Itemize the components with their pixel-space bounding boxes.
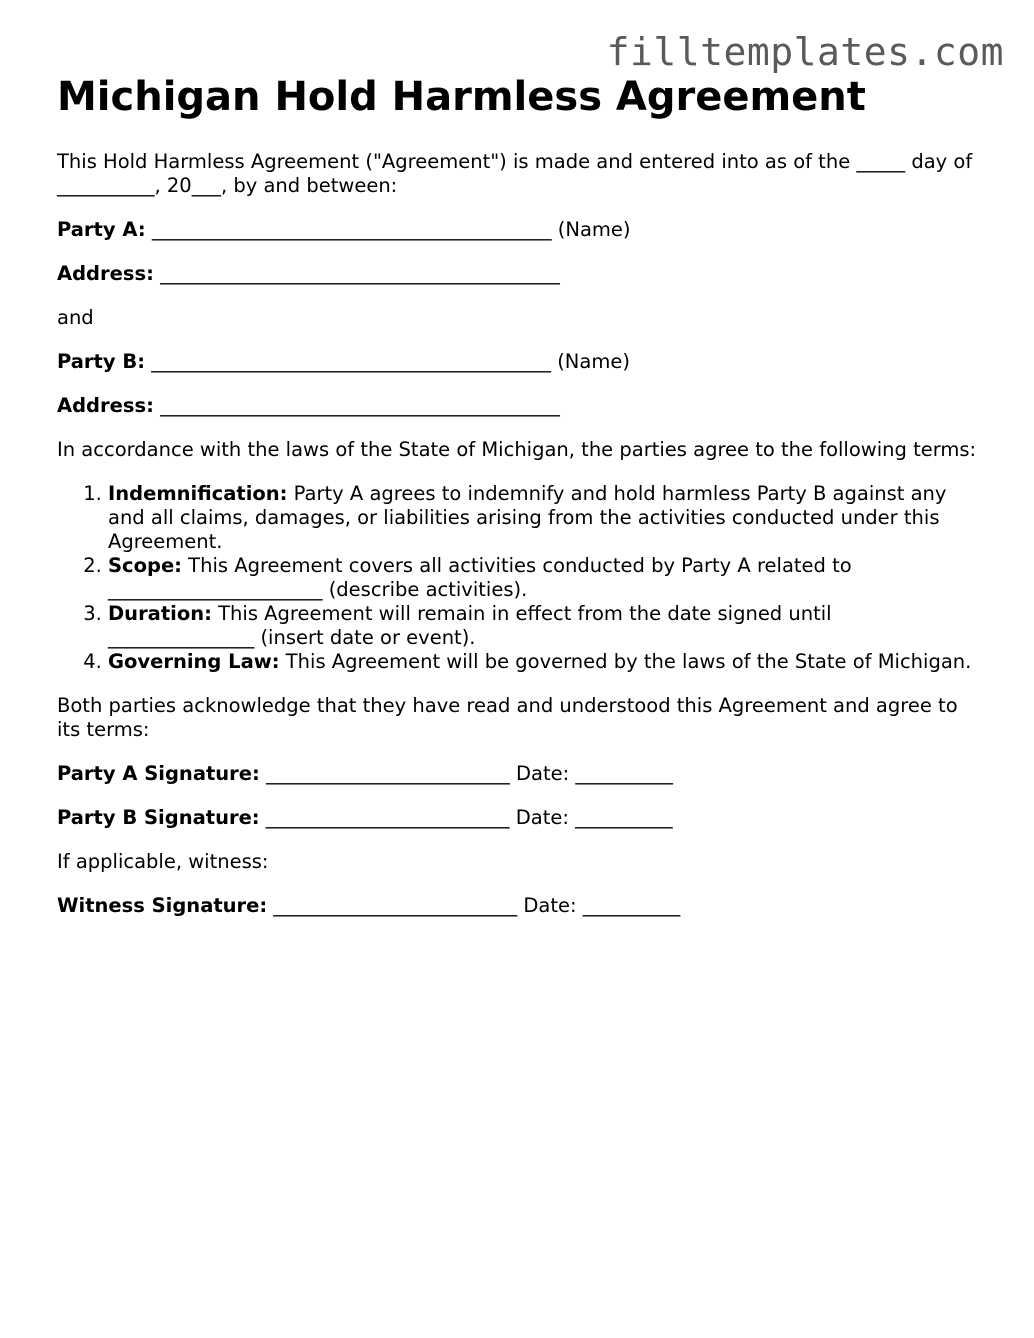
party-a-signature-line bbox=[57, 762, 982, 786]
party-a-blank: _________________________________________ bbox=[145, 218, 558, 241]
term-label: Scope: bbox=[108, 554, 182, 577]
term-label: Governing Law: bbox=[108, 650, 280, 673]
party-b-suffix: (Name) bbox=[557, 350, 630, 373]
address-a-blank: _________________________________________ bbox=[153, 262, 560, 285]
witness-signature-blank: _________________________ Date: __________ bbox=[267, 894, 681, 917]
accordance-paragraph: In accordance with the laws of the State of Michigan, the parties agree to the following terms: bbox=[57, 438, 977, 461]
address-b-blank: _________________________________________ bbox=[153, 394, 560, 417]
party-b-blank: _________________________________________ bbox=[145, 350, 558, 373]
witness-intro: If applicable, witness: bbox=[57, 850, 269, 873]
witness-signature-line bbox=[57, 894, 982, 918]
party-b-signature-label: Party B Signature: bbox=[57, 806, 260, 829]
witness-signature-label: Witness Signature: bbox=[57, 894, 268, 917]
term-scope bbox=[108, 554, 982, 602]
term-label: Indemnification: bbox=[108, 482, 288, 505]
term-indemnification bbox=[108, 482, 982, 554]
party-b-label: Party B: bbox=[57, 350, 146, 373]
party-a-signature-label: Party A Signature: bbox=[57, 762, 260, 785]
party-a-suffix: (Name) bbox=[557, 218, 631, 241]
party-a-label: Party A: bbox=[57, 218, 146, 241]
address-b-label: Address: bbox=[57, 394, 154, 417]
address-a-label: Address: bbox=[57, 262, 154, 285]
watermark: filltemplates.com bbox=[606, 30, 1004, 74]
term-text: Party A agrees to indemnify and hold harmless Party B against any and all claims, damages, or liabilities arising from the activities conducted under this Agreement. bbox=[108, 482, 947, 553]
party-b-signature-blank: _________________________ Date: __________ bbox=[259, 806, 673, 829]
and-text: and bbox=[57, 306, 94, 329]
terms-list bbox=[57, 482, 982, 674]
address-a-field bbox=[57, 262, 982, 286]
party-b-signature-line bbox=[57, 806, 982, 830]
term-governing-law bbox=[108, 650, 982, 674]
term-label: Duration: bbox=[108, 602, 212, 625]
address-b-field bbox=[57, 394, 982, 418]
document-title: Michigan Hold Harmless Agreement bbox=[57, 74, 866, 120]
acknowledge-paragraph: Both parties acknowledge that they have read and understood this Agreement and agree to its terms: bbox=[57, 694, 958, 741]
term-text: This Agreement will be governed by the laws of the State of Michigan. bbox=[279, 650, 972, 673]
document-body bbox=[57, 72, 982, 918]
term-duration bbox=[108, 602, 982, 650]
term-text: This Agreement will remain in effect from the date signed until _______________ (insert date or event). bbox=[108, 602, 832, 649]
party-a-field bbox=[57, 218, 982, 242]
term-text: This Agreement covers all activities conducted by Party A related to ______________________ (describe activities). bbox=[108, 554, 852, 601]
intro-paragraph: This Hold Harmless Agreement ("Agreement") is made and entered into as of the _____ day of __________, 20___, by and between: bbox=[57, 150, 973, 197]
party-b-field bbox=[57, 350, 982, 374]
party-a-signature-blank: _________________________ Date: __________ bbox=[259, 762, 673, 785]
